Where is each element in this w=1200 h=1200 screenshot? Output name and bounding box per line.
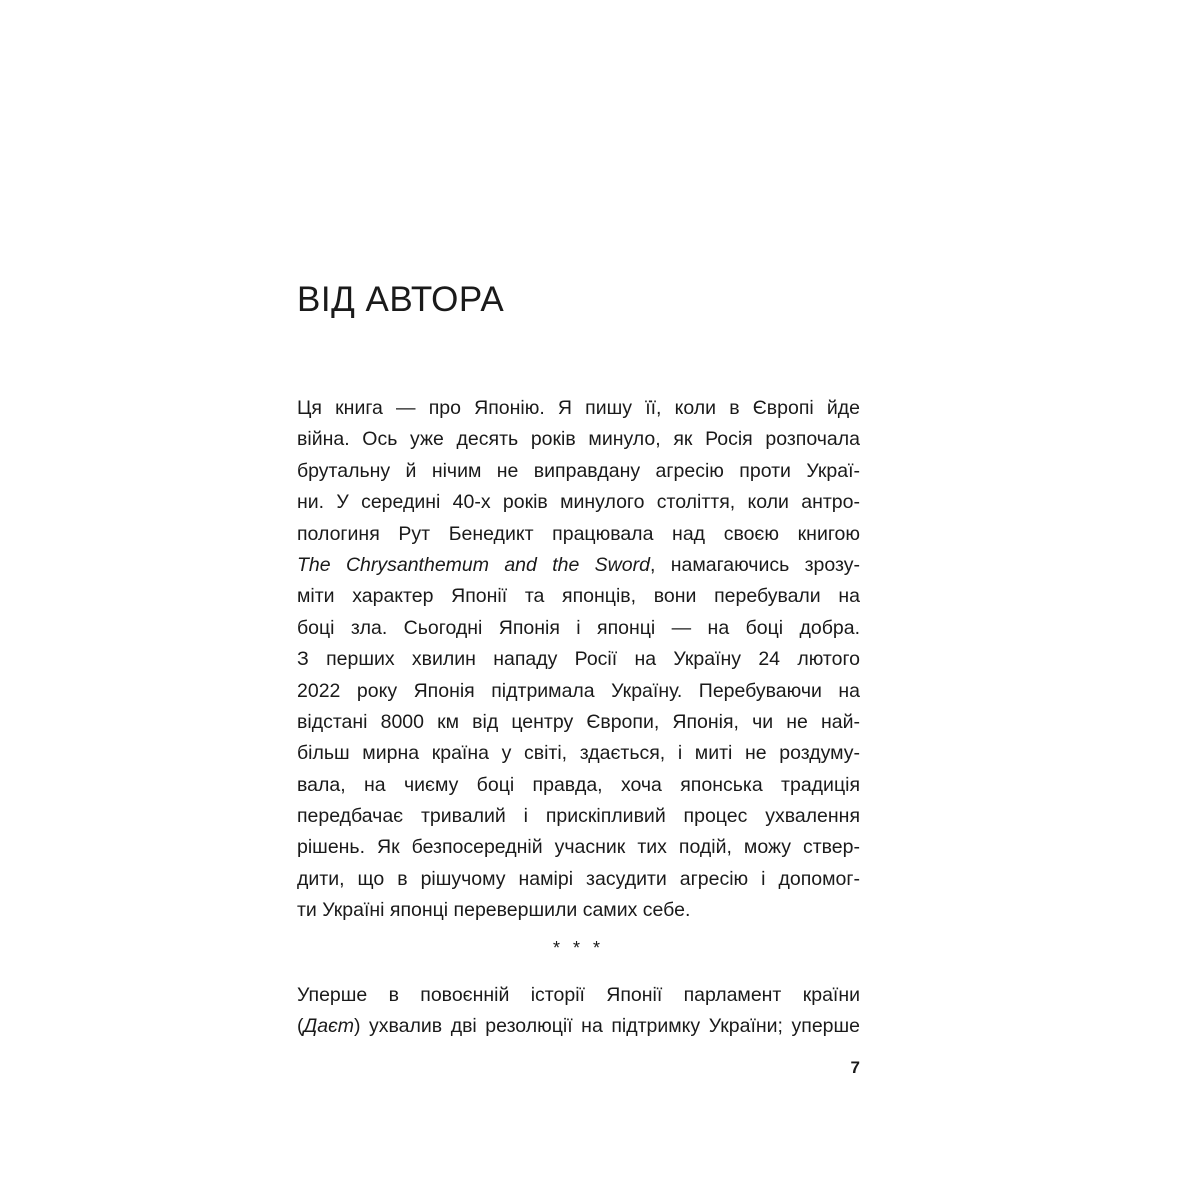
text-line: передбачає тривалий і прискіпливий процес ухвалення	[297, 805, 860, 828]
text-line: рішень. Як безпосередній учасник тих подій, можу ствер-	[297, 836, 860, 859]
text-line: брутальну й нічим не виправдану агресію проти Украї-	[297, 459, 860, 482]
text-line: дити, що в рішучому намірі засудити агресію і допомог-	[297, 867, 860, 890]
text-line: Уперше в повоєнній історії Японії парламент країни	[297, 984, 860, 1006]
text-line: боці зла. Сьогодні Японія і японці — на боці добра.	[297, 616, 860, 639]
text-line: війна. Ось уже десять років минуло, як Росія розпочала	[297, 428, 860, 451]
chapter-heading: ВІД АВТОРА	[297, 280, 505, 319]
text-fragment: (	[297, 1015, 304, 1038]
book-title-italic: The Chrysanthemum and the Sword	[297, 553, 650, 576]
paragraph-1	[297, 393, 860, 927]
parliament-name-italic: Даєт	[303, 1015, 354, 1038]
text-line: міти характер Японії та японців, вони перебували на	[297, 585, 860, 608]
text-line: ти Україні японці перевершили самих себе.	[297, 899, 691, 922]
text-fragment: ) ухвалив дві резолюції на підтримку України; уперше	[353, 1015, 860, 1038]
text-line: З перших хвилин нападу Росії на Україну 24 лютого	[297, 648, 860, 671]
text-line: пологиня Рут Бенедикт працювала над своєю книгою	[297, 522, 860, 545]
text-line: 2022 року Японія підтримала Україну. Перебуваючи на	[297, 679, 860, 702]
text-line: Ця книга — про Японію. Я пишу її, коли в Європі йде	[297, 397, 860, 419]
text-line: ни. У середині 40-х років минулого століття, коли антро-	[297, 491, 860, 514]
text-line	[297, 550, 860, 581]
text-line: відстані 8000 км від центру Європи, Японія, чи не най-	[297, 710, 860, 733]
page-number: 7	[850, 1058, 860, 1077]
text-line: більш мирна країна у світі, здається, і миті не роздуму-	[297, 742, 860, 765]
section-separator: * * *	[552, 938, 605, 958]
text-line	[297, 1011, 860, 1042]
paragraph-2	[297, 980, 860, 1043]
text-fragment: , намагаючись зрозу-	[649, 553, 860, 576]
text-line: вала, на чиєму боці правда, хоча японська традиція	[297, 773, 860, 796]
